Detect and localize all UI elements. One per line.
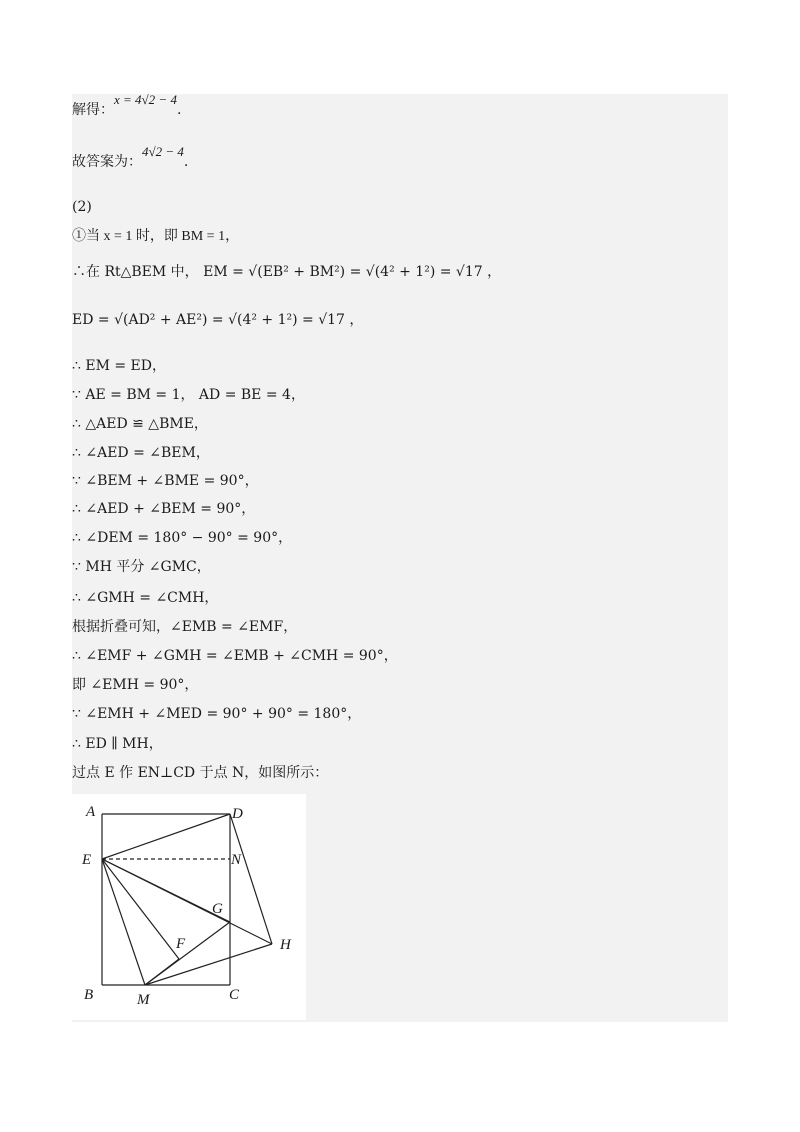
line-suffix: . bbox=[183, 154, 189, 170]
step-line: ∴在 Rt△BEM 中， EM = √(EB² + BM²) = √(4² + 1²) = √17 ， bbox=[72, 264, 502, 280]
step-line: ∴ ED ∥ MH， bbox=[72, 736, 163, 752]
label-C: C bbox=[229, 987, 240, 1003]
segment-MH bbox=[145, 944, 272, 985]
label-M: M bbox=[137, 992, 150, 1008]
label-F: F bbox=[176, 936, 186, 952]
step-line: ∵ MH 平分 ∠GMC， bbox=[72, 559, 211, 575]
label-E: E bbox=[82, 852, 92, 868]
step-line: ∴ EM = ED， bbox=[72, 358, 166, 374]
step-line: ∴ △AED ≌ △BME， bbox=[72, 416, 208, 432]
step-line: ∴ ∠AED + ∠BEM = 90°， bbox=[72, 501, 256, 517]
step-line: ∴ ∠DEM = 180° − 90° = 90°， bbox=[72, 530, 293, 546]
step-line: ∴ ∠AED = ∠BEM， bbox=[72, 445, 210, 461]
segment-DH bbox=[230, 814, 272, 944]
label-D: D bbox=[232, 806, 243, 822]
geometry-diagram bbox=[72, 794, 306, 1020]
segment-ED bbox=[102, 814, 230, 859]
math-expression: 4√2 − 4 bbox=[142, 144, 184, 159]
step-line: 即 ∠EMH = 90°， bbox=[72, 677, 199, 693]
step-line: ED = √(AD² + AE²) = √(4² + 1²) = √17 ， bbox=[72, 312, 364, 328]
step-line: ∴ ∠EMF + ∠GMH = ∠EMB + ∠CMH = 90°， bbox=[72, 648, 398, 664]
segment-EF bbox=[102, 859, 179, 959]
line-suffix: . bbox=[176, 102, 182, 118]
math-expression: x = 4√2 − 4 bbox=[114, 92, 177, 107]
label-A: A bbox=[86, 804, 96, 820]
step-line: ∵ AE = BM = 1， AD = BE = 4， bbox=[72, 387, 305, 403]
label-G: G bbox=[212, 901, 223, 917]
solution-line-1 bbox=[72, 92, 182, 119]
step-line: ①当 x = 1 时，即 BM = 1， bbox=[72, 229, 240, 244]
step-line: 根据折叠可知，∠EMB = ∠EMF， bbox=[72, 619, 298, 635]
segment-EG bbox=[102, 859, 230, 922]
line-prefix: 解得： bbox=[72, 102, 114, 118]
step-line: ∵ ∠EMH + ∠MED = 90° + 90° = 180°， bbox=[72, 706, 362, 722]
label-B: B bbox=[84, 987, 94, 1003]
geometry-figure bbox=[72, 794, 306, 1020]
line-prefix: 故答案为： bbox=[72, 154, 142, 170]
step-line: ∵ ∠BEM + ∠BME = 90°， bbox=[72, 473, 259, 489]
answer-line bbox=[72, 144, 189, 171]
label-H: H bbox=[280, 937, 291, 953]
step-line: 过点 E 作 EN⊥CD 于点 N，如图所示： bbox=[72, 765, 329, 781]
part-label: (2) bbox=[72, 199, 92, 215]
label-N: N bbox=[231, 852, 242, 868]
step-line: ∴ ∠GMH = ∠CMH， bbox=[72, 590, 219, 606]
